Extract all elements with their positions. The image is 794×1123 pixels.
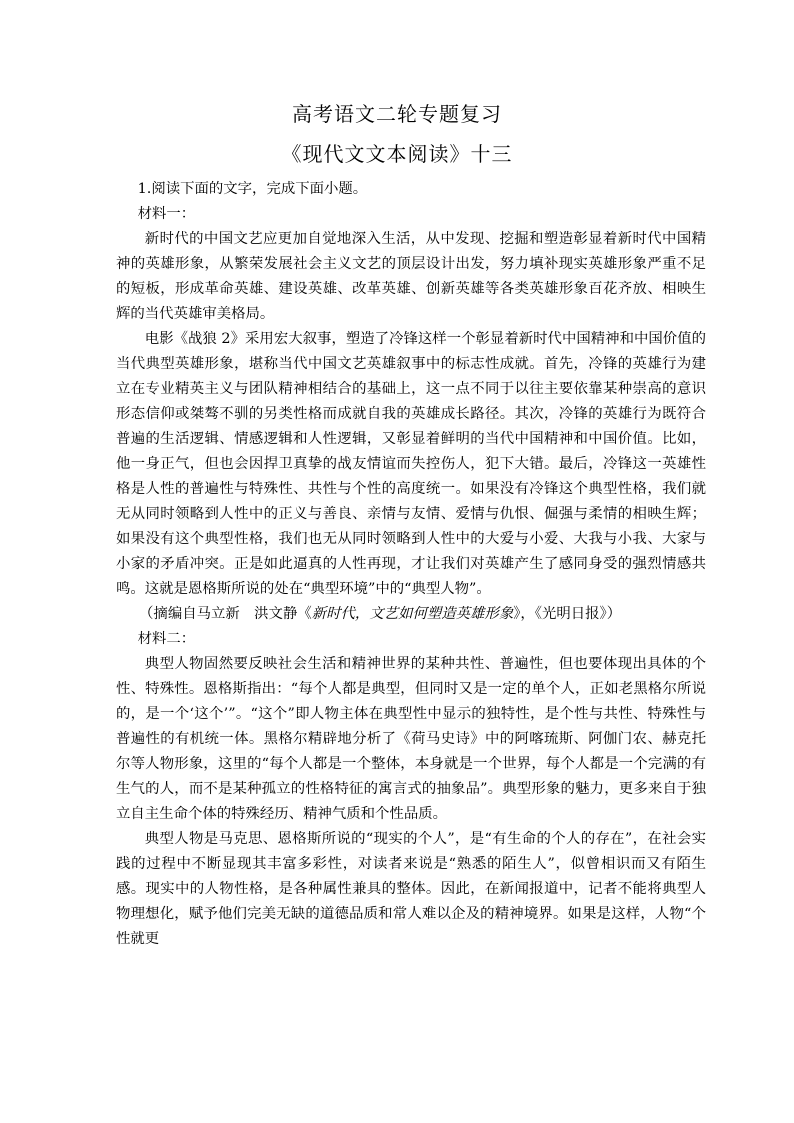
material-2-label: 材料二：	[137, 631, 196, 647]
document-subtitle: 《现代文文本阅读》十三	[281, 142, 513, 166]
material-1-source	[116, 602, 706, 627]
material-1-label: 材料一：	[137, 206, 196, 222]
material-2-paragraph: 典型人物固然要反映社会生活和精神世界的某种共性、普遍性，但也要体现出具体的个性、特殊性。恩格斯指出：“每个人都是典型，但同时又是一定的单个人，正如老黑格尔所说的，是一个‘这个’”。“这个”即人物主体在典型性中显示的独特性，是个性与共性、特殊性与普遍性的有机统一体。黑格尔精辟地分析了《荷马史诗》中的阿喀琉斯、阿伽门农、赫克托尔等人物形象，这里的“每个人都是一个整体，本身就是一个世界，每个人都是一个完满的有生气的人，而不是某种孤立的性格特征的寓言式的抽象品”。典型形象的魅力，更多来自于独立自主生命个体的特殊经历、精神气质和个性品质。	[116, 656, 706, 822]
material-1-paragraph: 新时代的中国文艺应更加自觉地深入生活，从中发现、挖掘和塑造彰显着新时代中国精神的英雄形象，从繁荣发展社会主义文艺的顶层设计出发，努力填补现实英雄形象严重不足的短板，形成革命英雄、建设英雄、改革英雄、创新英雄等各类英雄形象百花齐放、相映生辉的当代英雄审美格局。	[116, 231, 706, 322]
material-1-paragraph: 电影《战狼 2》采用宏大叙事，塑造了冷锋这样一个彰显着新时代中国精神和中国价值的当代典型英雄形象，堪称当代中国文艺英雄叙事中的标志性成就。首先，冷锋的英雄行为建立在专业精英主义与团队精神相结合的基础上，这一点不同于以往主要依靠某种崇高的意识形态信仰或桀骜不驯的另类性格而成就自我的英雄成长路径。其次，冷锋的英雄行为既符合普遍的生活逻辑、情感逻辑和人性逻辑，又彰显着鲜明的当代中国精神和中国价值。比如，他一身正气，但也会因捍卫真挚的战友情谊而失控伤人，犯下大错。最后，冷锋这一英雄性格是人性的普遍性与特殊性、共性与个性的高度统一。如果没有冷锋这个典型性格，我们就无从同时领略到人性中的正义与善良、亲情与友情、爱情与仇恨、倔强与柔情的相映生辉；如果没有这个典型性格，我们也无从同时领略到人性中的大爱与小爱、大我与小我、大家与小家的矛盾冲突。正是如此逼真的人性再现，才让我们对英雄产生了感同身受的强烈情感共鸣。这就是恩格斯所说的处在“典型环境”中的“典型人物”。	[116, 331, 706, 597]
source-article-title: 新时代，文艺如何塑造英雄形象	[311, 606, 514, 622]
question-intro: 1.阅读下面的文字，完成下面小题。	[137, 181, 368, 197]
document-title: 高考语文二轮专题复习	[292, 102, 502, 126]
document-body	[116, 177, 706, 952]
material-2-paragraph: 典型人物是马克思、恩格斯所说的“现实的个人”，是“有生命的个人的存在”，在社会实践的过程中不断显现其丰富多彩性，对读者来说是“熟悉的陌生人”，似曾相识而又有陌生感。现实中的人物性格，是各种属性兼具的整体。因此，在新闻报道中，记者不能将典型人物理想化，赋予他们完美无缺的道德品质和常人难以企及的精神境界。如果是这样，人物“个性就更	[116, 831, 706, 947]
source-prefix: （摘编自马立新 洪文静《	[139, 606, 312, 622]
source-suffix: 》，《光明日报》）	[513, 606, 622, 622]
